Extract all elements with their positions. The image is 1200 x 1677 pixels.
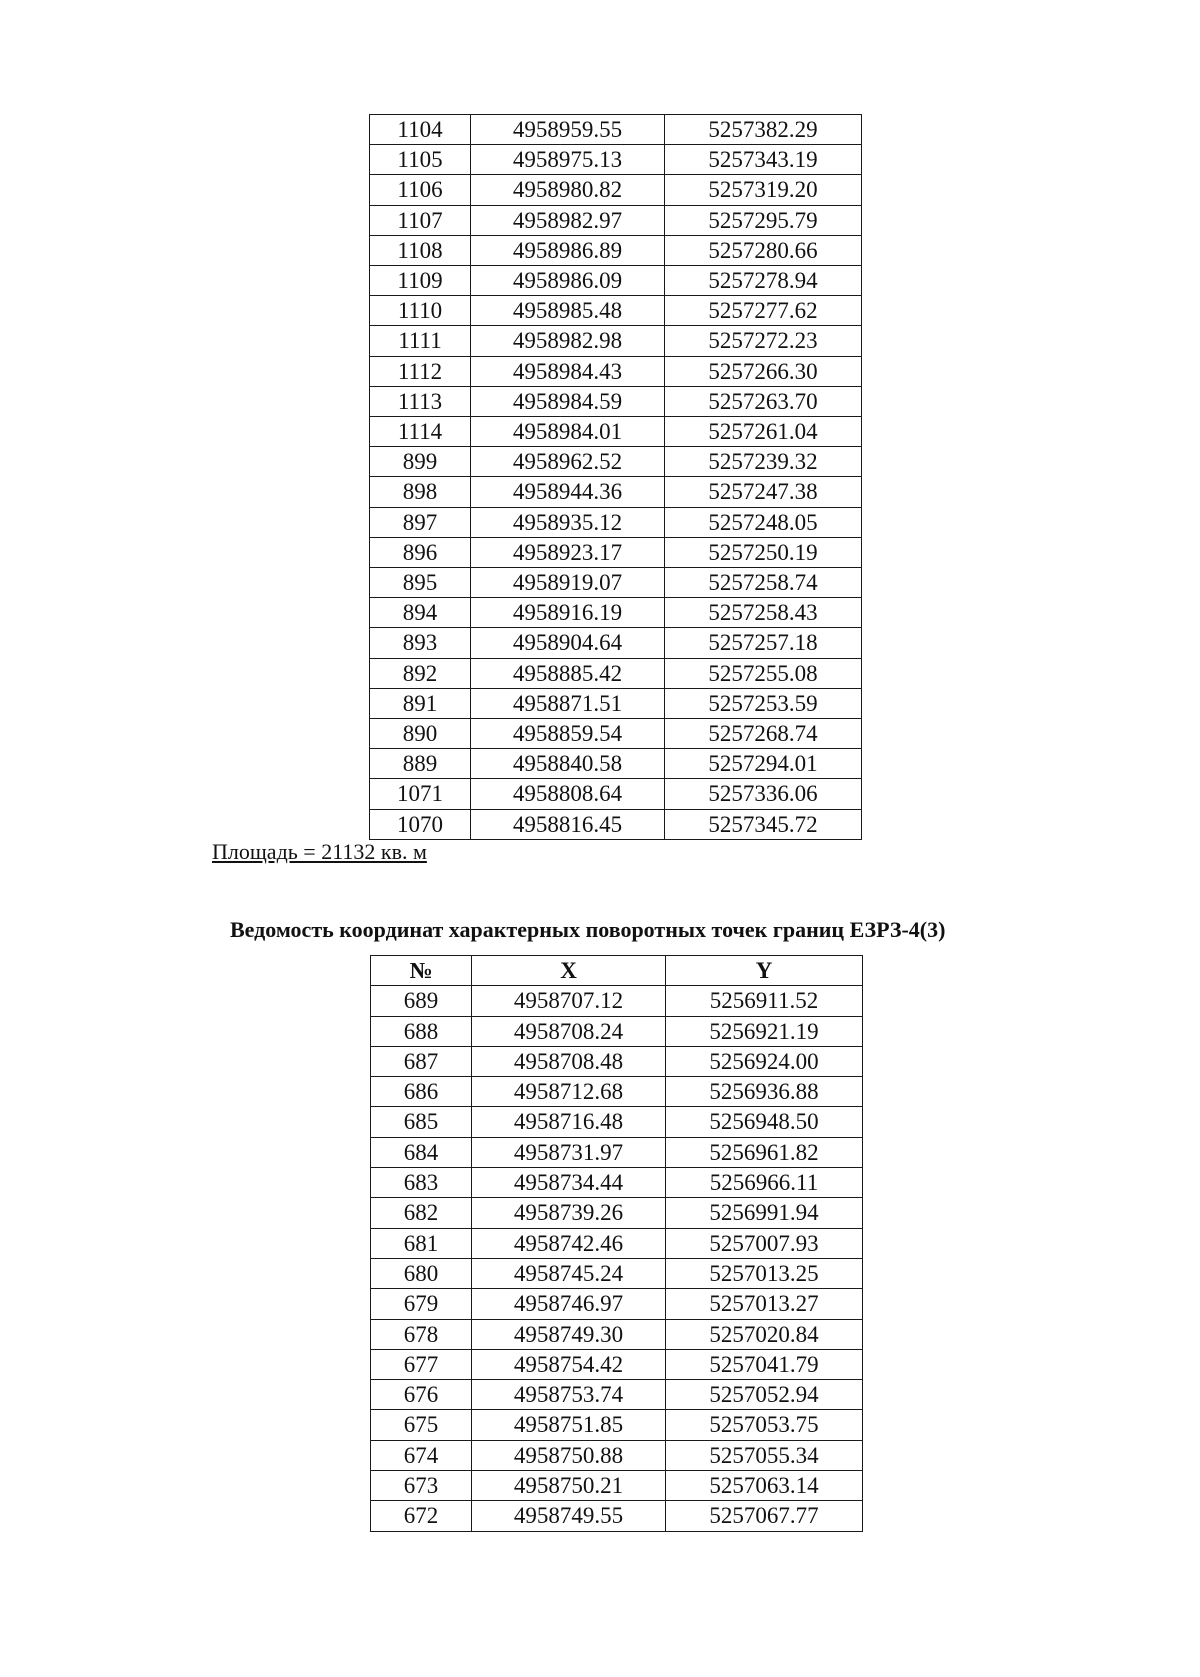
- cell-y-coordinate: 5257248.05: [665, 507, 862, 537]
- cell-point-number: 675: [371, 1410, 472, 1440]
- cell-point-number: 684: [371, 1137, 472, 1167]
- cell-y-coordinate: 5257345.72: [665, 809, 862, 839]
- cell-y-coordinate: 5257063.14: [666, 1471, 863, 1501]
- table-row: [370, 175, 862, 205]
- cell-point-number: 1070: [370, 809, 471, 839]
- cell-point-number: 677: [371, 1349, 472, 1379]
- table-body: [370, 115, 862, 840]
- cell-x-coordinate: 4958944.36: [471, 477, 665, 507]
- cell-y-coordinate: 5257053.75: [666, 1410, 863, 1440]
- cell-x-coordinate: 4958916.19: [471, 598, 665, 628]
- cell-point-number: 1109: [370, 266, 471, 296]
- cell-y-coordinate: 5257007.93: [666, 1228, 863, 1258]
- table-row: [371, 1228, 863, 1258]
- cell-x-coordinate: 4958712.68: [472, 1077, 666, 1107]
- cell-point-number: 680: [371, 1258, 472, 1288]
- table-row: [370, 235, 862, 265]
- table-row: [370, 537, 862, 567]
- table-row: [370, 779, 862, 809]
- cell-x-coordinate: 4958816.45: [471, 809, 665, 839]
- table-row: [371, 1380, 863, 1410]
- table-row: [370, 417, 862, 447]
- cell-x-coordinate: 4958985.48: [471, 296, 665, 326]
- cell-y-coordinate: 5257253.59: [665, 688, 862, 718]
- cell-y-coordinate: 5257258.43: [665, 598, 862, 628]
- table-row: [370, 356, 862, 386]
- cell-y-coordinate: 5256961.82: [666, 1137, 863, 1167]
- cell-y-coordinate: 5256921.19: [666, 1016, 863, 1046]
- cell-y-coordinate: 5257268.74: [665, 719, 862, 749]
- cell-y-coordinate: 5257295.79: [665, 205, 862, 235]
- cell-point-number: 689: [371, 986, 472, 1016]
- cell-x-coordinate: 4958980.82: [471, 175, 665, 205]
- cell-point-number: 1112: [370, 356, 471, 386]
- cell-point-number: 1071: [370, 779, 471, 809]
- cell-point-number: 1111: [370, 326, 471, 356]
- cell-point-number: 894: [370, 598, 471, 628]
- cell-point-number: 890: [370, 719, 471, 749]
- cell-x-coordinate: 4958716.48: [472, 1107, 666, 1137]
- cell-x-coordinate: 4958871.51: [471, 688, 665, 718]
- cell-y-coordinate: 5256911.52: [666, 986, 863, 1016]
- cell-y-coordinate: 5257250.19: [665, 537, 862, 567]
- cell-point-number: 893: [370, 628, 471, 658]
- table-row: [371, 1016, 863, 1046]
- cell-point-number: 1107: [370, 205, 471, 235]
- cell-y-coordinate: 5256948.50: [666, 1107, 863, 1137]
- cell-y-coordinate: 5257343.19: [665, 145, 862, 175]
- cell-y-coordinate: 5257336.06: [665, 779, 862, 809]
- cell-x-coordinate: 4958708.24: [472, 1016, 666, 1046]
- cell-x-coordinate: 4958742.46: [472, 1228, 666, 1258]
- cell-x-coordinate: 4958923.17: [471, 537, 665, 567]
- table-row: [370, 688, 862, 718]
- cell-x-coordinate: 4958708.48: [472, 1046, 666, 1076]
- cell-x-coordinate: 4958986.09: [471, 266, 665, 296]
- cell-x-coordinate: 4958734.44: [472, 1168, 666, 1198]
- table-row: [371, 1349, 863, 1379]
- cell-y-coordinate: 5256991.94: [666, 1198, 863, 1228]
- cell-point-number: 687: [371, 1046, 472, 1076]
- cell-x-coordinate: 4958751.85: [472, 1410, 666, 1440]
- table-row: [370, 809, 862, 839]
- table-row: [370, 749, 862, 779]
- cell-x-coordinate: 4958745.24: [472, 1258, 666, 1288]
- cell-y-coordinate: 5257266.30: [665, 356, 862, 386]
- header-y: Y: [666, 956, 863, 986]
- table-row: [370, 266, 862, 296]
- cell-y-coordinate: 5257280.66: [665, 235, 862, 265]
- cell-x-coordinate: 4958731.97: [472, 1137, 666, 1167]
- cell-x-coordinate: 4958975.13: [471, 145, 665, 175]
- cell-x-coordinate: 4958919.07: [471, 568, 665, 598]
- table-row: [370, 145, 862, 175]
- cell-y-coordinate: 5257278.94: [665, 266, 862, 296]
- header-row: [371, 956, 863, 986]
- cell-y-coordinate: 5257055.34: [666, 1440, 863, 1470]
- table-row: [370, 115, 862, 145]
- cell-y-coordinate: 5257294.01: [665, 749, 862, 779]
- cell-point-number: 899: [370, 447, 471, 477]
- cell-y-coordinate: 5257041.79: [666, 1349, 863, 1379]
- cell-x-coordinate: 4958808.64: [471, 779, 665, 809]
- cell-point-number: 673: [371, 1471, 472, 1501]
- cell-x-coordinate: 4958750.88: [472, 1440, 666, 1470]
- cell-point-number: 898: [370, 477, 471, 507]
- cell-point-number: 1108: [370, 235, 471, 265]
- table-row: [371, 1137, 863, 1167]
- cell-x-coordinate: 4958754.42: [472, 1349, 666, 1379]
- table-row: [370, 507, 862, 537]
- cell-point-number: 892: [370, 658, 471, 688]
- table-row: [371, 1410, 863, 1440]
- cell-x-coordinate: 4958986.89: [471, 235, 665, 265]
- coordinates-table-continued: [369, 114, 862, 840]
- table-row: [370, 386, 862, 416]
- cell-point-number: 1113: [370, 386, 471, 416]
- cell-y-coordinate: 5256924.00: [666, 1046, 863, 1076]
- cell-x-coordinate: 4958935.12: [471, 507, 665, 537]
- area-total: Площадь = 21132 кв. м: [212, 839, 427, 864]
- table-header: [371, 956, 863, 986]
- cell-point-number: 1114: [370, 417, 471, 447]
- table-row: [370, 447, 862, 477]
- cell-x-coordinate: 4958904.64: [471, 628, 665, 658]
- table-row: [371, 1258, 863, 1288]
- cell-point-number: 683: [371, 1168, 472, 1198]
- cell-point-number: 688: [371, 1016, 472, 1046]
- cell-y-coordinate: 5257263.70: [665, 386, 862, 416]
- cell-x-coordinate: 4958984.01: [471, 417, 665, 447]
- cell-y-coordinate: 5257013.25: [666, 1258, 863, 1288]
- cell-x-coordinate: 4958750.21: [472, 1471, 666, 1501]
- header-x: X: [472, 956, 666, 986]
- table-row: [370, 719, 862, 749]
- cell-x-coordinate: 4958859.54: [471, 719, 665, 749]
- header-number: №: [371, 956, 472, 986]
- cell-y-coordinate: 5257067.77: [666, 1501, 863, 1531]
- table-row: [371, 1077, 863, 1107]
- cell-x-coordinate: 4958984.43: [471, 356, 665, 386]
- table-row: [370, 326, 862, 356]
- cell-y-coordinate: 5257257.18: [665, 628, 862, 658]
- cell-x-coordinate: 4958959.55: [471, 115, 665, 145]
- table-row: [370, 205, 862, 235]
- cell-y-coordinate: 5257013.27: [666, 1289, 863, 1319]
- cell-x-coordinate: 4958962.52: [471, 447, 665, 477]
- cell-point-number: 1104: [370, 115, 471, 145]
- table-row: [371, 1289, 863, 1319]
- cell-x-coordinate: 4958982.98: [471, 326, 665, 356]
- cell-y-coordinate: 5256966.11: [666, 1168, 863, 1198]
- table-row: [371, 1046, 863, 1076]
- cell-point-number: 676: [371, 1380, 472, 1410]
- cell-y-coordinate: 5257239.32: [665, 447, 862, 477]
- table-row: [370, 598, 862, 628]
- cell-point-number: 895: [370, 568, 471, 598]
- cell-point-number: 896: [370, 537, 471, 567]
- table-row: [370, 628, 862, 658]
- table-row: [370, 568, 862, 598]
- table-row: [371, 1319, 863, 1349]
- cell-point-number: 889: [370, 749, 471, 779]
- table-row: [371, 1168, 863, 1198]
- cell-y-coordinate: 5257382.29: [665, 115, 862, 145]
- cell-x-coordinate: 4958984.59: [471, 386, 665, 416]
- cell-x-coordinate: 4958753.74: [472, 1380, 666, 1410]
- cell-x-coordinate: 4958746.97: [472, 1289, 666, 1319]
- cell-y-coordinate: 5257319.20: [665, 175, 862, 205]
- cell-point-number: 1110: [370, 296, 471, 326]
- table-row: [371, 1471, 863, 1501]
- table-row: [371, 1198, 863, 1228]
- cell-y-coordinate: 5257255.08: [665, 658, 862, 688]
- cell-point-number: 674: [371, 1440, 472, 1470]
- cell-point-number: 672: [371, 1501, 472, 1531]
- coordinates-table-ezrz-4-3: [370, 955, 863, 1532]
- cell-x-coordinate: 4958885.42: [471, 658, 665, 688]
- cell-y-coordinate: 5257258.74: [665, 568, 862, 598]
- section-title: Ведомость координат характерных поворотных точек границ ЕЗРЗ-4(3): [230, 917, 946, 942]
- cell-x-coordinate: 4958982.97: [471, 205, 665, 235]
- cell-x-coordinate: 4958707.12: [472, 986, 666, 1016]
- cell-point-number: 1105: [370, 145, 471, 175]
- cell-y-coordinate: 5257261.04: [665, 417, 862, 447]
- cell-point-number: 679: [371, 1289, 472, 1319]
- cell-point-number: 891: [370, 688, 471, 718]
- cell-point-number: 686: [371, 1077, 472, 1107]
- cell-y-coordinate: 5257277.62: [665, 296, 862, 326]
- cell-x-coordinate: 4958840.58: [471, 749, 665, 779]
- table-body: [371, 986, 863, 1531]
- table-row: [371, 1107, 863, 1137]
- cell-point-number: 678: [371, 1319, 472, 1349]
- table-row: [370, 477, 862, 507]
- cell-y-coordinate: 5257052.94: [666, 1380, 863, 1410]
- cell-point-number: 681: [371, 1228, 472, 1258]
- table-row: [371, 1501, 863, 1531]
- table-row: [370, 658, 862, 688]
- cell-x-coordinate: 4958749.55: [472, 1501, 666, 1531]
- table-row: [371, 1440, 863, 1470]
- cell-point-number: 897: [370, 507, 471, 537]
- cell-point-number: 682: [371, 1198, 472, 1228]
- cell-y-coordinate: 5256936.88: [666, 1077, 863, 1107]
- table-row: [371, 986, 863, 1016]
- cell-point-number: 1106: [370, 175, 471, 205]
- cell-point-number: 685: [371, 1107, 472, 1137]
- cell-x-coordinate: 4958739.26: [472, 1198, 666, 1228]
- cell-y-coordinate: 5257272.23: [665, 326, 862, 356]
- cell-x-coordinate: 4958749.30: [472, 1319, 666, 1349]
- table-row: [370, 296, 862, 326]
- cell-y-coordinate: 5257247.38: [665, 477, 862, 507]
- cell-y-coordinate: 5257020.84: [666, 1319, 863, 1349]
